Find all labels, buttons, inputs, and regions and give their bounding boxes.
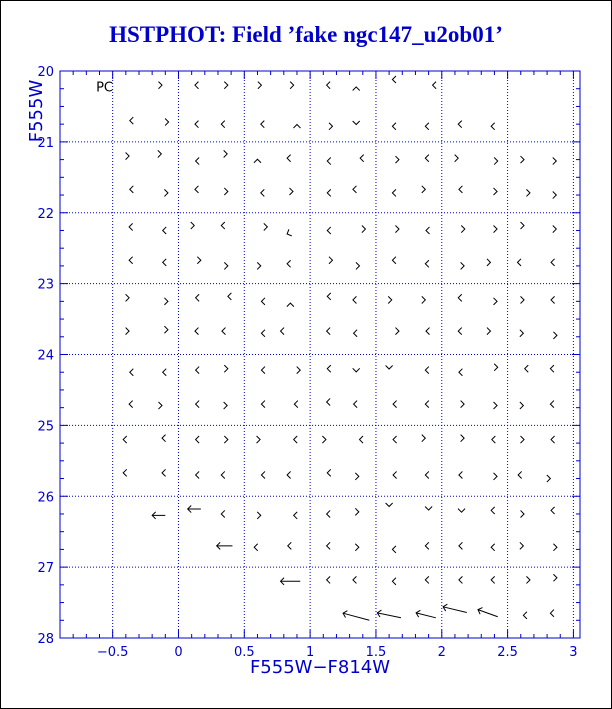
y-tick-label: 28: [37, 632, 54, 647]
vector-arrow: [520, 330, 524, 337]
x-tick-label: 2.5: [497, 645, 518, 660]
vector-arrow: [281, 578, 301, 585]
vector-arrow: [264, 223, 268, 230]
vector-arrow: [487, 259, 491, 266]
vector-arrow: [525, 365, 529, 372]
vector-arrow: [297, 367, 301, 374]
vector-arrow: [261, 471, 265, 478]
y-axis-label: F555W: [26, 79, 47, 143]
vector-arrow: [425, 260, 429, 267]
vector-arrow: [553, 191, 557, 198]
vector-arrow: [520, 402, 524, 409]
vector-arrow: [518, 471, 522, 478]
vector-arrow: [425, 471, 429, 478]
vector-arrow: [353, 296, 357, 303]
vector-arrow: [224, 402, 228, 409]
vector-arrow: [392, 189, 396, 196]
vector-arrow: [195, 82, 199, 89]
vector-arrow: [362, 226, 366, 233]
vector-arrow: [152, 512, 165, 519]
vector-arrow: [422, 435, 426, 442]
vector-arrow: [158, 150, 162, 157]
vector-arrow: [425, 507, 432, 511]
vector-arrow: [322, 436, 326, 443]
vector-arrow: [526, 576, 530, 583]
vector-arrow: [422, 186, 426, 193]
vector-arrow: [459, 471, 463, 478]
vector-arrow: [521, 436, 525, 443]
vector-arrow: [355, 544, 359, 551]
vector-arrow: [494, 226, 498, 233]
y-tick-label: 25: [37, 419, 54, 435]
vector-arrow: [195, 328, 199, 335]
vector-arrow: [520, 542, 524, 549]
vector-arrow: [195, 186, 199, 193]
tick-labels: [37, 65, 577, 660]
vector-arrow: [163, 227, 167, 234]
vector-arrow: [461, 435, 465, 442]
vector-arrow: [327, 398, 331, 405]
vector-arrow: [550, 365, 554, 372]
vector-arrow: [221, 471, 225, 478]
vector-arrow: [163, 369, 167, 376]
x-tick-label: 1: [305, 645, 315, 660]
vector-arrow: [224, 188, 228, 195]
vector-arrow: [494, 364, 498, 371]
vector-arrow: [458, 509, 465, 513]
vector-arrow: [224, 365, 228, 372]
vector-arrow: [327, 82, 331, 89]
vector-arrow: [162, 469, 166, 476]
vector-arrow: [491, 123, 495, 130]
x-tick-label: 3: [569, 645, 578, 660]
x-tick-label: 0.5: [233, 645, 255, 660]
vector-arrow: [287, 260, 291, 267]
vector-arrow: [551, 259, 555, 266]
vector-arrow: [455, 155, 459, 162]
vector-arrow: [327, 189, 331, 196]
y-tick-label: 24: [37, 348, 54, 364]
arrow-field: [123, 76, 557, 620]
vector-arrow: [353, 576, 357, 583]
pc-annotation: PC: [96, 80, 113, 96]
vector-arrow: [281, 328, 285, 335]
vector-arrow: [354, 401, 358, 408]
vector-arrow: [491, 544, 495, 551]
vector-arrow: [459, 542, 463, 549]
vector-arrow: [353, 87, 360, 91]
vector-arrow: [353, 186, 357, 193]
vector-arrow: [392, 257, 396, 264]
vector-arrow: [494, 473, 498, 480]
vector-arrow: [329, 257, 333, 264]
y-tick-label: 22: [37, 206, 54, 222]
vector-arrow: [261, 189, 265, 196]
vector-arrow: [458, 328, 462, 335]
vector-arrow: [393, 436, 397, 443]
vector-arrow: [422, 296, 426, 303]
vector-arrow: [224, 262, 228, 269]
vector-arrow: [550, 401, 554, 408]
vector-arrow: [494, 157, 498, 164]
vector-arrow: [129, 257, 133, 264]
vector-arrow: [261, 367, 265, 374]
vector-arrow: [294, 401, 298, 408]
vector-arrow: [425, 155, 429, 162]
vector-arrow: [425, 401, 429, 408]
vector-arrow: [261, 298, 265, 305]
vector-arrow: [356, 262, 360, 269]
y-tick-label: 23: [37, 277, 54, 293]
vector-arrow: [521, 222, 525, 229]
vector-arrow: [195, 121, 199, 128]
vector-arrow: [254, 159, 261, 163]
vector-arrow: [553, 157, 557, 164]
vector-arrow: [327, 576, 331, 583]
vector-arrow: [287, 229, 292, 235]
vector-arrow: [158, 82, 162, 89]
vector-arrow: [521, 510, 525, 517]
vector-arrow: [526, 189, 530, 196]
vector-arrow: [197, 257, 201, 264]
vector-arrow: [123, 436, 127, 443]
vector-arrow: [426, 227, 430, 234]
vector-arrow: [294, 436, 298, 443]
vector-arrow: [494, 298, 498, 305]
vector-arrow: [254, 544, 258, 551]
vector-arrow: [392, 76, 396, 83]
vector-arrow: [290, 82, 294, 89]
vector-arrow: [458, 294, 462, 301]
vector-arrow: [354, 330, 358, 337]
vector-arrow: [433, 82, 437, 89]
vector-arrow: [355, 473, 359, 480]
vector-arrow: [165, 118, 169, 125]
vector-arrow: [188, 505, 201, 512]
vector-arrow: [196, 367, 200, 374]
vector-arrow: [550, 610, 554, 617]
vector-arrow: [551, 507, 555, 514]
vector-arrow: [164, 326, 168, 333]
vector-arrow: [491, 507, 495, 514]
vector-arrow: [395, 328, 399, 335]
vector-arrow: [393, 471, 397, 478]
vector-arrow: [425, 123, 429, 130]
vector-arrow: [425, 367, 429, 374]
vector-arrow: [478, 608, 498, 617]
vector-arrow: [416, 610, 436, 618]
vector-arrow: [327, 365, 331, 372]
vector-arrow: [523, 612, 527, 619]
vector-arrow: [327, 510, 331, 517]
vector-arrow: [353, 121, 360, 125]
vector-arrow: [425, 542, 429, 549]
vector-arrow: [425, 576, 429, 583]
vector-arrow: [126, 328, 130, 335]
vector-arrow: [163, 259, 167, 266]
vector-arrow: [521, 156, 525, 163]
vector-arrow: [553, 226, 557, 233]
vector-arrow: [359, 436, 363, 443]
vector-arrow: [327, 542, 331, 549]
vector-arrow: [294, 512, 298, 519]
vector-arrow: [553, 574, 557, 581]
vector-arrow: [293, 125, 300, 129]
vector-arrow: [487, 328, 491, 335]
vector-arrow: [257, 512, 261, 519]
vector-arrow: [164, 189, 168, 196]
vector-arrow: [289, 188, 293, 195]
vector-arrow: [491, 576, 495, 583]
vector-arrow: [123, 469, 127, 476]
vector-arrow: [377, 610, 401, 618]
vector-arrow: [461, 226, 465, 233]
vector-arrow: [129, 401, 133, 408]
vector-arrow: [458, 121, 462, 128]
vector-arrow: [461, 262, 465, 269]
vector-arrow: [327, 157, 331, 164]
y-tick-label: 20: [37, 65, 54, 80]
vector-arrow: [327, 469, 331, 476]
x-tick-label: −0.5: [96, 645, 129, 660]
vector-arrow: [459, 576, 463, 583]
vector-arrow: [221, 510, 225, 517]
vector-arrow: [158, 402, 162, 409]
vector-arrow: [551, 296, 555, 303]
vector-arrow: [443, 604, 467, 612]
vector-arrow: [343, 611, 369, 621]
vector-arrow: [547, 475, 551, 482]
vector-arrow: [551, 436, 555, 443]
vector-arrow: [257, 436, 261, 443]
vector-arrow: [517, 259, 521, 266]
vector-arrow: [494, 402, 498, 409]
y-tick-label: 27: [37, 561, 54, 577]
vector-arrow: [459, 186, 463, 193]
vector-arrow: [392, 578, 396, 585]
vector-arrow: [360, 155, 364, 162]
vector-arrow: [261, 121, 265, 128]
vector-arrow: [130, 117, 134, 124]
vector-arrow: [288, 542, 292, 549]
vector-arrow: [287, 155, 291, 162]
vector-arrow: [395, 226, 399, 233]
vector-arrow: [196, 471, 200, 478]
vector-arrow: [126, 294, 130, 301]
x-tick-label: 0: [174, 645, 183, 660]
vector-arrow: [261, 330, 265, 337]
y-tick-label: 26: [37, 490, 54, 506]
vector-arrow: [355, 508, 359, 515]
vector-arrow: [261, 401, 265, 408]
vector-arrow: [130, 186, 134, 193]
vector-arrow: [129, 223, 133, 230]
chart-title: HSTPHOT: Field ’fake ngc147_u2ob01’: [109, 22, 503, 47]
vector-arrow: [222, 328, 226, 335]
vector-arrow: [327, 293, 331, 300]
vector-arrow: [492, 436, 496, 443]
vector-arrow: [287, 303, 294, 307]
vector-arrow: [217, 542, 233, 549]
vector-arrow: [130, 369, 134, 376]
vector-arrow: [196, 401, 200, 408]
vector-arrow: [395, 156, 399, 163]
vector-arrow: [126, 153, 130, 160]
vector-arrow: [426, 328, 430, 335]
vector-arrow: [553, 544, 557, 551]
vector-arrow: [553, 332, 557, 339]
vector-arrow: [228, 293, 232, 300]
vector-arrow: [258, 82, 262, 89]
vector-arrow: [388, 296, 392, 303]
vector-arrow: [164, 298, 168, 305]
vector-arrow: [196, 436, 200, 443]
vector-arrow: [224, 436, 228, 443]
vector-arrow: [221, 121, 225, 128]
x-axis-label: F555W−F814W: [249, 657, 391, 678]
vector-arrow: [494, 188, 498, 195]
vector-arrow: [353, 368, 360, 372]
vector-arrow: [461, 401, 465, 408]
vector-arrow: [392, 546, 396, 553]
vector-arrow: [224, 82, 228, 89]
vector-arrow: [221, 222, 225, 229]
x-tick-label: 2: [437, 645, 446, 660]
vector-arrow: [162, 435, 166, 442]
vector-arrow: [327, 328, 331, 335]
y-tick-label: 21: [37, 135, 54, 151]
x-tick-label: 1.5: [365, 645, 387, 660]
vector-arrow: [224, 150, 228, 157]
vector-arrow: [386, 365, 393, 369]
vector-arrow: [521, 296, 525, 303]
vector-arrow: [196, 294, 200, 301]
vector-arrow: [386, 503, 393, 507]
vector-arrow: [257, 262, 261, 269]
vector-arrow: [329, 123, 333, 130]
vector-arrow: [459, 369, 463, 376]
vector-arrow: [191, 222, 195, 229]
vector-arrow: [393, 401, 397, 408]
vector-arrow: [392, 123, 396, 130]
vector-arrow: [287, 471, 291, 478]
vector-arrow: [327, 227, 331, 234]
grid-lines: [60, 71, 580, 638]
vector-arrow: [196, 157, 200, 164]
